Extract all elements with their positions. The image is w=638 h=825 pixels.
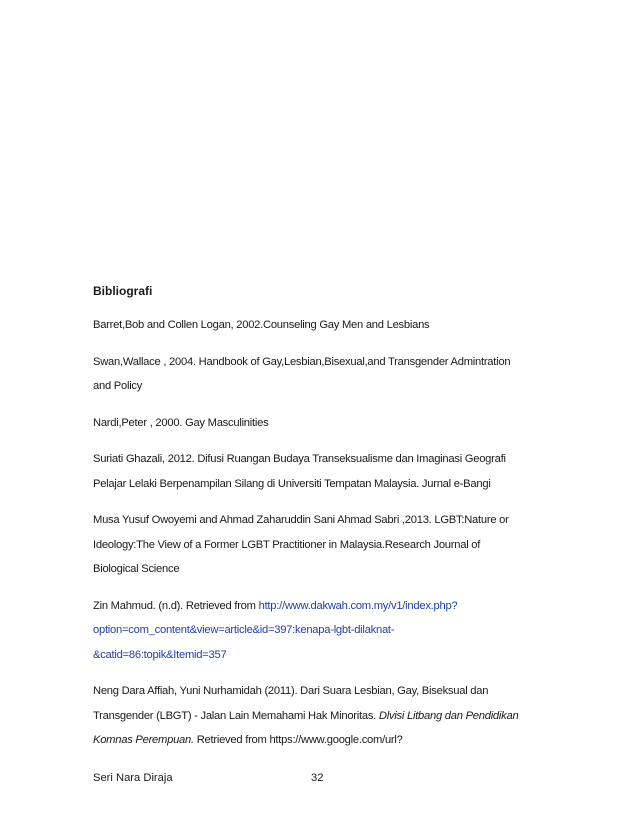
entry-line [93, 728, 563, 753]
footer-title: Seri Nara Diraja [93, 772, 173, 784]
entry-line: Neng Dara Affiah, Yuni Nurhamidah (2011). Dari Suara Lesbian, Gay, Biseksual dan [93, 685, 489, 697]
entry-line: and Policy [93, 380, 143, 392]
entry-text: Zin Mahmud. (n.d). Retrieved from [93, 599, 259, 612]
entry-line: Pelajar Lelaki Berpenampilan Silang di Universiti Tempatan Malaysia. Jurnal e-Bangi [93, 477, 491, 490]
page-number: 32 [311, 772, 324, 784]
bibliography-section [93, 282, 563, 765]
bibliography-entry [93, 350, 563, 399]
entry-line: Biological Science [93, 563, 180, 575]
bibliography-entry [93, 508, 563, 582]
entry-text: Retrieved from https://www.google.com/url? [193, 734, 403, 746]
bibliography-heading: Bibliografi [93, 284, 153, 298]
entry-line: Musa Yusuf Owoyemi and Ahmad Zaharuddin Sani Ahmad Sabri ,2013. LGBT:Nature or [93, 514, 509, 526]
bibliography-entry [93, 411, 563, 436]
url-link-continued[interactable]: &catid=86:topik&Itemid=357 [93, 648, 227, 661]
entry-italic-text: Dlvisi Litbang dan Pendidikan [378, 709, 519, 722]
entry-line: Suriati Ghazali, 2012. Difusi Ruangan Budaya Transeksualisme dan Imaginasi Geografi [93, 453, 506, 465]
entry-italic-text: Komnas Perempuan. [93, 734, 194, 746]
bibliography-entry [93, 313, 563, 338]
entry-line: Nardi,Peter , 2000. Gay Masculinities [93, 416, 269, 429]
entry-line: Ideology:The View of a Former LGBT Practitioner in Malaysia.Research Journal of [93, 538, 481, 551]
entry-line: Barret,Bob and Collen Logan, 2002.Counseling Gay Men and Lesbians [93, 319, 430, 331]
url-link-continued[interactable]: option=com_content&view=article&id=397:kenapa-lgbt-dilaknat- [93, 624, 395, 636]
url-link[interactable]: http://www.dakwah.com.my/v1/index.php? [258, 599, 458, 612]
entry-line [93, 594, 563, 619]
entry-line: Swan,Wallace , 2004. Handbook of Gay,Lesbian,Bisexual,and Transgender Admintration [93, 355, 511, 368]
bibliography-entry [93, 447, 563, 496]
bibliography-entry [93, 679, 563, 753]
entry-text: Transgender (LBGT) - Jalan Lain Memahami Hak Minoritas. [93, 709, 379, 722]
entry-line [93, 704, 563, 729]
bibliography-entry [93, 594, 563, 668]
